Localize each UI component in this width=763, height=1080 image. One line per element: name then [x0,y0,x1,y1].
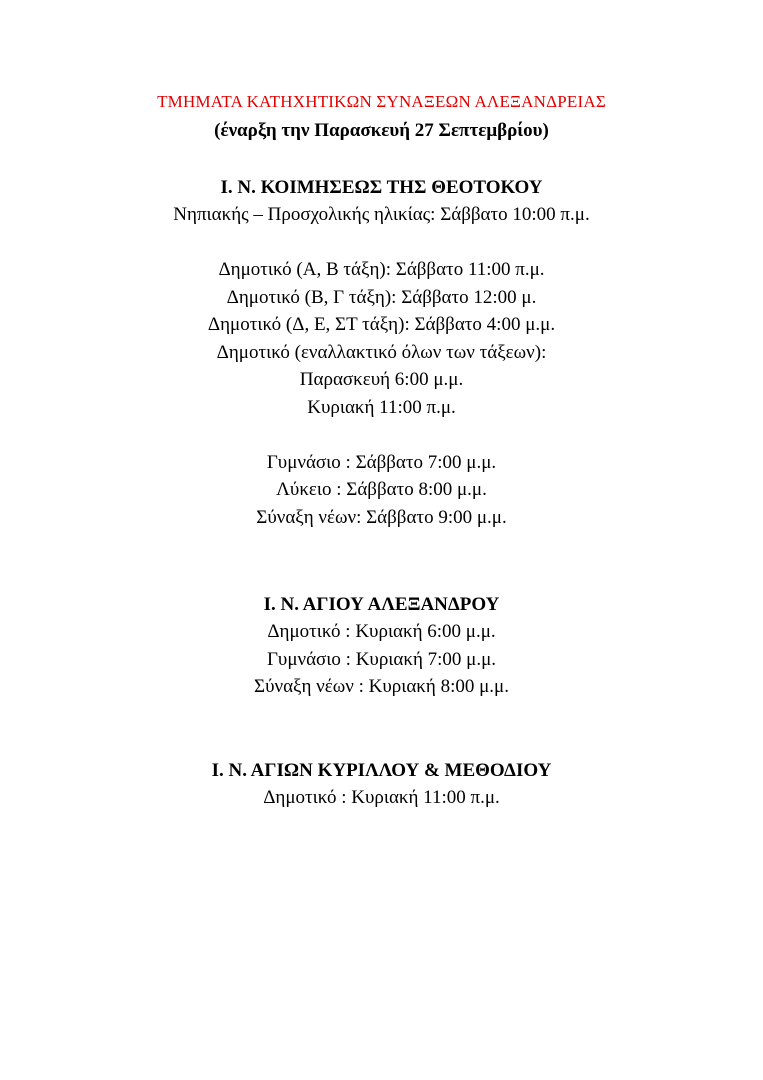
schedule-line: Νηπιακής – Προσχολικής ηλικίας: Σάββατο 10:00 π.μ. [173,204,590,225]
schedule-line: Γυμνάσιο : Σάββατο 7:00 μ.μ. [266,451,497,473]
section-agiou-alexandrou [0,591,763,701]
schedule-line: Δημοτικό (Α, Β τάξη): Σάββατο 11:00 π.μ. [218,259,545,280]
section-title: Ι. Ν. ΚΟΙΜΗΣΕΩΣ ΤΗΣ ΘΕΟΤΟΚΟΥ [220,177,543,198]
schedule-line: Παρασκευή 6:00 μ.μ. [299,369,464,390]
document-title: ΤΜΗΜΑΤΑ ΚΑΤΗΧΗΤΙΚΩΝ ΣΥΝΑΞΕΩΝ ΑΛΕΞΑΝΔΡΕΙΑΣ [157,92,606,111]
schedule-line: Σύναξη νέων : Κυριακή 8:00 μ.μ. [254,676,509,697]
spacer [0,229,763,257]
schedule-line: Κυριακή 11:00 π.μ. [307,396,456,418]
schedule-line: Δημοτικό : Κυριακή 6:00 μ.μ. [267,621,496,642]
schedule-line: Γυμνάσιο : Κυριακή 7:00 μ.μ. [266,648,497,670]
schedule-line: Λύκειο : Σάββατο 8:00 μ.μ. [276,479,487,500]
schedule-line: Δημοτικό (εναλλακτικό όλων των τάξεων): [216,341,547,363]
schedule-line: Δημοτικό (Δ, Ε, ΣΤ τάξη): Σάββατο 4:00 μ.μ. [207,314,556,335]
schedule-line: Δημοτικό : Κυριακή 11:00 π.μ. [263,787,500,808]
section-title: Ι. Ν. ΑΓΙΩΝ ΚΥΡΙΛΛΟΥ & ΜΕΘΟΔΙΟΥ [211,760,552,781]
schedule-line: Σύναξη νέων: Σάββατο 9:00 μ.μ. [256,506,507,528]
document-subtitle: (έναρξη την Παρασκευή 27 Σεπτεμβρίου) [214,120,549,141]
section-title: Ι. Ν. ΑΓΙΟΥ ΑΛΕΞΑΝΔΡΟΥ [263,594,500,615]
schedule-line: Δημοτικό (Β, Γ τάξη): Σάββατο 12:00 μ. [226,286,537,308]
section-koimiseos [0,174,763,531]
spacer [0,421,763,449]
section-kyrillou-methodiou [0,757,763,812]
